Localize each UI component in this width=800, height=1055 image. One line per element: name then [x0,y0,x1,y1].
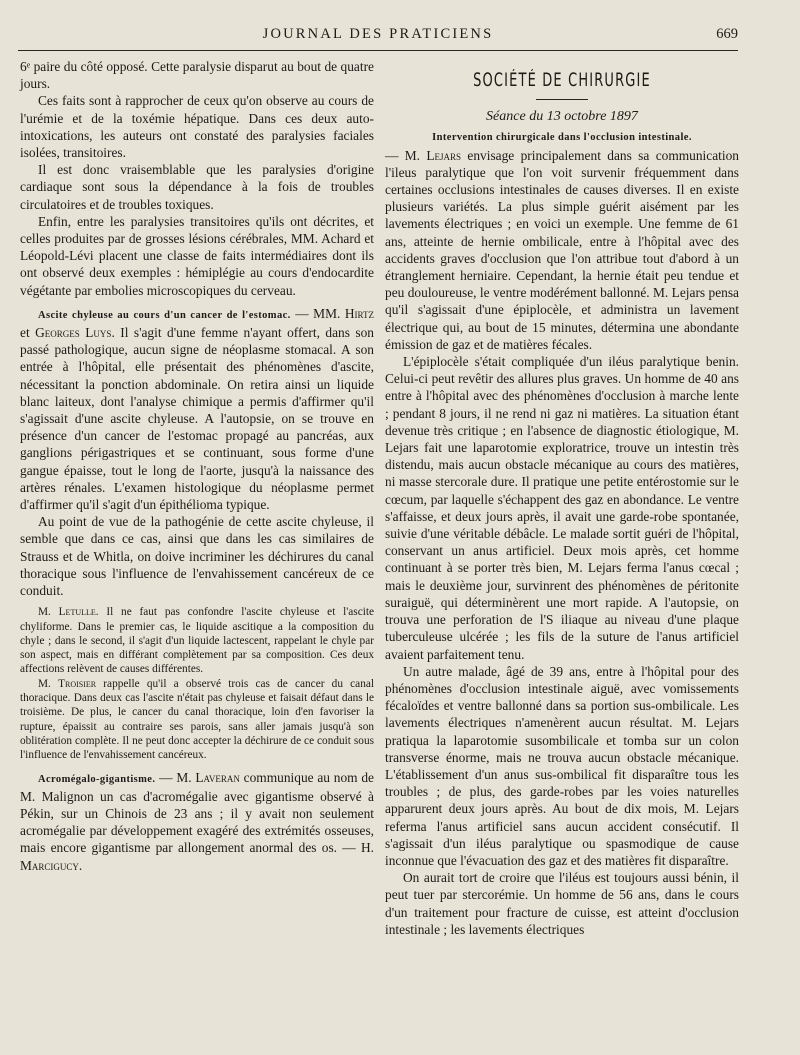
author-name: Georges Luys [35,325,112,341]
section-text: . Il s'agit d'une femme n'ayant offert, dans son passé pathologique, aucun signe de néoplasme stomacal. A son entrée à l'hôpital, elle présentait des phénomènes d'ascite, nécessitant la ponction abdominale. On retira ainsi un liquide blanc laiteux, dont l'analyse chimique a permis d'affirmer qu'il s'agissait d'une ascite chyleuse. A l'autopsie, on se trouve en présence d'un cancer de l'estomac propagé au pancréas, aux ganglions périgastriques et se continuant, sous forme d'une gangue épaisse, tout le long de l'aorte, jusqu'à la naissance des artères rénales. L'examen histologique du néoplasme permet d'affirmer qu'il s'agit d'un épithélioma typique. [20,325,374,513]
dash: — M. [155,769,196,785]
author-name: Lejars [426,147,462,163]
section-heading: Ascite chyleuse au cours d'un cancer de l'estomac. [38,309,291,321]
paragraph: 6ᵉ paire du côté opposé. Cette paralysie disparut au bout de quatre jours. [20,59,374,92]
author-name: Troisier [58,677,97,690]
paragraph: Au point de vue de la pathogénie de cette ascite chyleuse, il semble que dans ce cas, ainsi que dans les cas similaires de Strauss et de Whitla, on doive incriminer les déchirures du canal thoracique sous l'influence de l'envahissement cancéreux de ce conduit. [20,514,374,599]
author-name: Hirtz [344,305,374,321]
section-text: communique au nom de M. Malignon un cas d'acromégalie avec gigantisme observé à Pékin, sur un Chinois de 23 ans ; il y avait non seulement acromégalie par développement exagéré des extrémités osseuses, mais encore gigantisme par allongement anormal des os. — H. [20,769,374,856]
paragraph: On aurait tort de croire que l'iléus est toujours aussi bénin, il peut tuer par stercorémie. Un homme de 56 ans, dans le cours d'un traitement pour fracture de cuisse, est atteint d'occlusion intestinale ; les lavements électriques [385,870,739,937]
troisier-remark [20,677,374,763]
remark-text: rappelle qu'il a observé trois cas de cancer du canal thoracique. Dans deux cas l'ascite n'était pas chyleuse et faisait défaut dans le troisième. De plus, le cancer du canal thoracique, loin d'en favoriser la rupture, épaissit au contraire ses parois, sans aller jamais jusqu'à son oblitération complète. Il ne peut donc accepter la déchirure de ce conduit sous l'influence de l'envahissement cancéreux. [20,677,374,762]
author-name: Laveran [195,769,240,785]
lead: M. [38,677,59,690]
society-title: SOCIÉTÉ DE CHIRURGIE [473,70,651,91]
paragraph: Un autre malade, âgé de 39 ans, entre à l'hôpital pour des phénomènes d'occlusion intestinale aiguë, avec vomissements fécaloïdes et ventre ballonné dans sa portion sus-ombilicale. Les lavements électriques n'amenèrent aucun résultat. M. Lejars pratiqua la laparotomie susombilicale et tomba sur un colon transverse énorme, mais ne trouva aucun obstacle mécanique. L'établissement d'un anus sus-ombilical fit disparaître tous les troubles ; de plus, des garde-robes par les voies naturelles apparurent deux jours après. Au bout de dix mois, M. Lejars referma l'anus artificiel sans aucun accident consécutif. Il s'agissait d'un iléus paralytique ou spasmodique de cause inconnue que l'évacuation des gaz et des matières fit disparaître. [385,663,739,868]
page-number: 669 [716,26,738,42]
acromegalo-section [20,769,374,874]
paragraph: Ces faits sont à rapprocher de ceux qu'on observe au cours de l'urémie et de la toxémie hépatique. Dans ces deux auto-intoxications, les auteurs ont constaté des paralysies faciales isolées, transitoires. [20,93,374,161]
paragraph: Enfin, entre les paralysies transitoires qu'ils ont décrites, et celles produites par de grosses lésions cérébrales, MM. Achard et Léopold-Lévi placent une classe de faits intermédiaires dont ils ont observé deux exemples : hémiplégie au cours d'endocardite végétante par embolies microscopiques du cerveau. [20,213,374,298]
paragraph: L'épiplocèle s'était compliquée d'un iléus paralytique benin. Celui-ci peut revêtir des allures plus graves. Un homme de 40 ans entre à l'hôpital avec des phénomènes d'occlusion à marche lente ; pendant 8 jours, il ne rend ni gaz ni matières. La situation étant devenue très critique ; en l'absence de diagnostic étiologique, M. Lejars fait une laparotomie exploratrice, trouve un intestin très distendu, mais aucun obstacle mécanique au cours des matières, ni masse stercorale dure. Il pratique une petite entérostomie sur le cœcum, par laquelle s'échappent des gaz en abondance. Le ventre s'affaisse, et deux jours après, il avait une garde-robe spontanée, suivie d'une véritable débâcle. Le malade sortit guéri de l'hôpital, conservant un anus artificiel. Deux mois après, cet homme continuant à se porter très bien, M. Lejars ferma l'anus cœcal ; mais le deuxième jour, survinrent des phénomènes de péritonite suraiguë, qui déterminèrent une mort rapide. A l'autopsie, on trouva une perforation de l'S iliaque au niveau d'une plaque tuberculeuse ulcérée ; les fils de la suture de l'anus artificiel avaient parfaitement tenu. [385,354,739,662]
intervention-section [385,147,739,353]
left-column [20,58,374,874]
lead: M. [38,606,59,619]
page-header [18,24,738,46]
session-date: Séance du 13 octobre 1897 [486,109,638,125]
header-rule [18,50,738,51]
dash: — MM. [290,305,345,321]
dash: — M. [385,147,427,163]
conjunction: et [20,325,36,341]
ascite-section [20,305,374,513]
end-mark: . [78,857,83,873]
title-rule [536,99,588,100]
running-title: JOURNAL DES PRATICIENS [262,26,494,42]
right-column [385,58,739,938]
section-heading: Acromégalo-gigantisme. [38,773,156,785]
section-text: envisage principalement dans sa communication l'ileus paralytique que l'on voit survenir fréquemment dans certaines occlusions intestinales de causes diverses. Il en existe plusieurs variétés. La plus simple guérit aisément par les lavements électriques ; en voici un exemple. Une femme de 61 ans, atteinte de hernie ombilicale, entre à l'hôpital avec des accidents graves d'occlusion que l'on attribue tout d'abord à un étranglement herniaire. Cependant, la hernie était peu tendue et peu douloureuse, le ventre modérément ballonné. M. Lejars pensa qu'il s'agissait d'une épiplocèle, et administra un lavement électrique qui, au bout de 15 minutes, détermina une abondante émission de gaz et de matières fécales. [385,147,739,352]
letulle-remark [20,605,374,676]
signature: Marcigucy [20,857,79,873]
remark-text: . Il ne faut pas confondre l'ascite chyleuse et l'ascite chyliforme. Dans le premier cas, le liquide ascitique a la composition du chyle ; dans le second, il s'agit d'un liquide lactescent, rappelant le chyle par son aspect, mais en différant complètement par sa composition. Ces deux affections relèvent de causes différentes. [20,606,374,676]
section-heading: Intervention chirurgicale dans l'occlusion intestinale. [432,132,692,144]
paragraph: Il est donc vraisemblable que les paralysies d'origine cardiaque sont sous la dépendance à la fois de troubles circulatoires et de troubles toxiques. [20,162,374,212]
author-name: Letulle [58,606,96,619]
intervention-heading [385,127,739,146]
